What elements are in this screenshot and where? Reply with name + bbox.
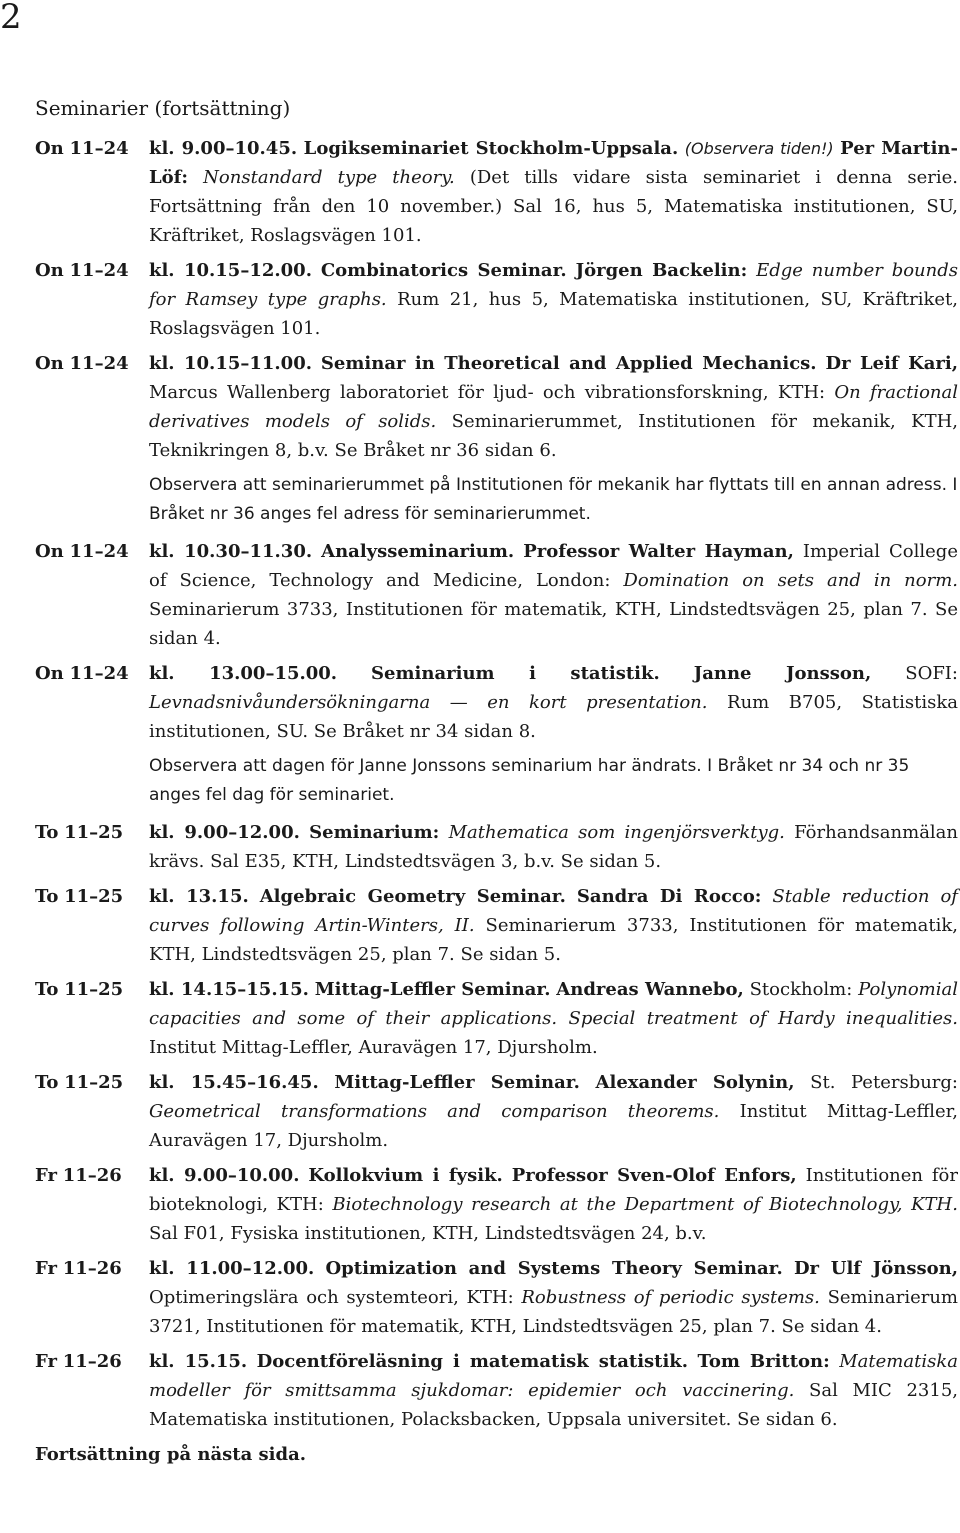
entry-day: On xyxy=(35,260,64,281)
entry-title: On fractional derivatives models of solids. xyxy=(149,382,958,432)
entry-affiliation: Optimeringslära och systemteori, KTH: xyxy=(149,1287,514,1308)
entry-title: Levnadsnivåundersökningarna — en kort presentation. xyxy=(149,692,708,713)
entry-details: Sal F01, Fysiska institutionen, KTH, Lindstedtsvägen 24, b.v. xyxy=(149,1223,707,1244)
entry-event: Combinatorics Seminar. xyxy=(320,260,567,281)
entry-time: kl. 10.30–11.30. xyxy=(149,541,313,562)
entry-details: Institut Mittag-Leffler, Auravägen 17, Djursholm. xyxy=(149,1101,958,1151)
seminar-entry xyxy=(35,975,958,1062)
entry-title: Stable reduction of curves following Artin-Winters, II. xyxy=(149,886,958,936)
entry-time: kl. 15.15. xyxy=(149,1351,248,1372)
entry-title: Nonstandard type theory. xyxy=(203,167,455,188)
entry-details: Institut Mittag-Leffler, Auravägen 17, Djursholm. xyxy=(149,1037,598,1058)
entry-date: 11–26 xyxy=(62,1258,122,1279)
seminar-entry xyxy=(35,818,958,876)
entry-date: 11–26 xyxy=(62,1351,122,1372)
entry-time: kl. 9.00–12.00. xyxy=(149,822,300,843)
entry-time: kl. 9.00–10.00. xyxy=(149,1165,300,1186)
entry-speaker: Jörgen Backelin: xyxy=(575,260,748,281)
seminar-entry xyxy=(35,1161,958,1248)
entry-event: Mittag-Leffler Seminar. xyxy=(314,979,551,1000)
entry-speaker: Tom Britton: xyxy=(697,1351,830,1372)
entry-details: Rum 21, hus 5, Matematiska institutionen, SU, Kräftriket, Roslagsvägen 101. xyxy=(149,289,959,339)
seminar-entry xyxy=(35,1068,958,1155)
entry-time: kl. 10.15–11.00. xyxy=(149,353,312,374)
entry-speaker: Sandra Di Rocco: xyxy=(576,886,762,907)
entry-title: Biotechnology research at the Department of Biotechnology, KTH. xyxy=(332,1194,958,1215)
entry-time: kl. 13.15. xyxy=(149,886,249,907)
entry-date: 11–26 xyxy=(62,1165,122,1186)
entry-notice-note: Observera att dagen för Janne Jonssons seminarium har ändrats. I Bråket nr 34 och nr 35 anges fel dag för seminariet. xyxy=(149,756,910,805)
seminar-list xyxy=(35,134,958,1487)
entry-speaker: Dr Leif Kari, xyxy=(825,353,958,374)
continuation-footer: Fortsättning på nästa sida. xyxy=(35,1444,307,1465)
section-title: Seminarier (fortsättning) xyxy=(35,96,291,120)
entry-event: Analysseminarium. xyxy=(321,541,515,562)
seminar-entry xyxy=(35,882,958,969)
entry-day: On xyxy=(35,138,64,159)
entry-title: Robustness of periodic systems. xyxy=(521,1287,820,1308)
entry-date: 11–24 xyxy=(69,353,129,374)
entry-affiliation: Imperial College of Science, Technology and Medicine, London: xyxy=(149,541,958,591)
entry-affiliation: St. Petersburg: xyxy=(810,1072,958,1093)
seminar-entry xyxy=(35,1347,958,1434)
entry-event: Logikseminariet Stockholm-Uppsala. xyxy=(303,138,679,159)
entry-day: To xyxy=(35,822,59,843)
entry-event: Algebraic Geometry Seminar. xyxy=(259,886,566,907)
entry-affiliation: Stockholm: xyxy=(749,979,853,1000)
entry-date: 11–24 xyxy=(69,663,129,684)
seminar-entry xyxy=(35,537,958,653)
entry-event: Kollokvium i fysik. xyxy=(308,1165,503,1186)
entry-day: Fr xyxy=(35,1165,57,1186)
entry-details: Rum B705, Statistiska institutionen, SU. Se Bråket nr 34 sidan 8. xyxy=(149,692,958,742)
entry-date: 11–24 xyxy=(69,138,129,159)
entry-speaker: Alexander Solynin, xyxy=(595,1072,795,1093)
seminar-entry xyxy=(35,1254,958,1341)
entry-event: Seminar in Theoretical and Applied Mechanics. xyxy=(320,353,817,374)
entry-title: Mathematica som ingenjörsverktyg. xyxy=(448,822,785,843)
entry-time: kl. 9.00–10.45. xyxy=(149,138,298,159)
entry-date: 11–25 xyxy=(64,1072,124,1093)
entry-time: kl. 15.45–16.45. xyxy=(149,1072,319,1093)
entry-date: 11–25 xyxy=(64,886,124,907)
entry-speaker: Janne Jonsson, xyxy=(693,663,872,684)
entry-details: Seminarierum 3721, Institutionen för matematik, KTH, Lindstedtsvägen 25, plan 7. Se sidan 4. xyxy=(149,1287,958,1337)
entry-event: Optimization and Systems Theory Seminar. xyxy=(325,1258,783,1279)
entry-event: Docentföreläsning i matematisk statistik. xyxy=(256,1351,689,1372)
entry-details: Seminarierummet, Institutionen för mekanik, KTH, Teknikringen 8, b.v. Se Bråket nr 36 sidan 6. xyxy=(149,411,958,461)
entry-date: 11–24 xyxy=(69,260,129,281)
entry-day: To xyxy=(35,886,59,907)
entry-title: Polynomial capacities and some of their applications. Special treatment of Hardy inequalities. xyxy=(149,979,958,1029)
entry-day: On xyxy=(35,663,64,684)
entry-event: Seminarium i statistik. xyxy=(371,663,660,684)
entry-title: Domination on sets and in norm. xyxy=(623,570,958,591)
entry-date: 11–24 xyxy=(69,541,129,562)
entry-time: kl. 14.15–15.15. xyxy=(149,979,309,1000)
entry-date: 11–25 xyxy=(64,822,124,843)
entry-event: Seminarium: xyxy=(309,822,440,843)
entry-speaker: Professor Sven-Olof Enfors, xyxy=(511,1165,797,1186)
entry-speaker: Per Martin-Löf: xyxy=(149,138,958,188)
entry-title: Matematiska modeller för smittsamma sjukdomar: epidemier och vaccinering. xyxy=(149,1351,958,1401)
entry-event: Mittag-Leffler Seminar. xyxy=(334,1072,580,1093)
entry-day: On xyxy=(35,541,64,562)
entry-day: Fr xyxy=(35,1351,57,1372)
entry-notice-note: Observera att seminarierummet på Institutionen för mekanik har flyttats till en annan adress. I Bråket nr 36 anges fel adress för seminarierummet. xyxy=(149,475,958,524)
entry-details: (Det tills vidare sista seminariet i denna serie. Fortsättning från den 10 november.) Sal 16, hus 5, Matematiska institutionen, SU, Kräftriket, Roslagsvägen 101. xyxy=(149,167,959,246)
entry-speaker: Andreas Wannebo, xyxy=(556,979,744,1000)
entry-time: kl. 11.00–12.00. xyxy=(149,1258,315,1279)
entry-affiliation: Marcus Wallenberg laboratoriet för ljud- och vibrationsforskning, KTH: xyxy=(149,382,826,403)
entry-speaker: Dr Ulf Jönsson, xyxy=(793,1258,958,1279)
seminar-entry xyxy=(35,134,958,250)
entry-notice: (Observera tiden!) xyxy=(684,139,834,158)
entry-title: Geometrical transformations and comparison theorems. xyxy=(149,1101,720,1122)
entry-day: Fr xyxy=(35,1258,57,1279)
entry-date: 11–25 xyxy=(64,979,124,1000)
entry-details: Förhandsanmälan krävs. Sal E35, KTH, Lindstedtsvägen 3, b.v. Se sidan 5. xyxy=(149,822,958,872)
entry-affiliation: SOFI: xyxy=(905,663,958,684)
seminar-entry xyxy=(35,256,958,343)
entry-title: Edge number bounds for Ramsey type graphs. xyxy=(149,260,958,310)
entry-details: Seminarierum 3733, Institutionen för matematik, KTH, Lindstedtsvägen 25, plan 7. Se sidan 5. xyxy=(149,915,958,965)
page-number: 2 xyxy=(0,0,22,37)
seminar-entry xyxy=(35,349,958,465)
entry-time: kl. 10.15–12.00. xyxy=(149,260,312,281)
entry-speaker: Professor Walter Hayman, xyxy=(523,541,794,562)
seminar-entry xyxy=(35,659,958,746)
entry-day: To xyxy=(35,979,59,1000)
entry-time: kl. 13.00–15.00. xyxy=(149,663,338,684)
entry-affiliation: Institutionen för bioteknologi, KTH: xyxy=(149,1165,958,1215)
entry-day: On xyxy=(35,353,64,374)
entry-details: Sal MIC 2315, Matematiska institutionen, Polacksbacken, Uppsala universitet. Se sidan 6. xyxy=(149,1380,958,1430)
entry-day: To xyxy=(35,1072,59,1093)
entry-details: Seminarierum 3733, Institutionen för matematik, KTH, Lindstedtsvägen 25, plan 7. Se sidan 4. xyxy=(149,599,958,649)
